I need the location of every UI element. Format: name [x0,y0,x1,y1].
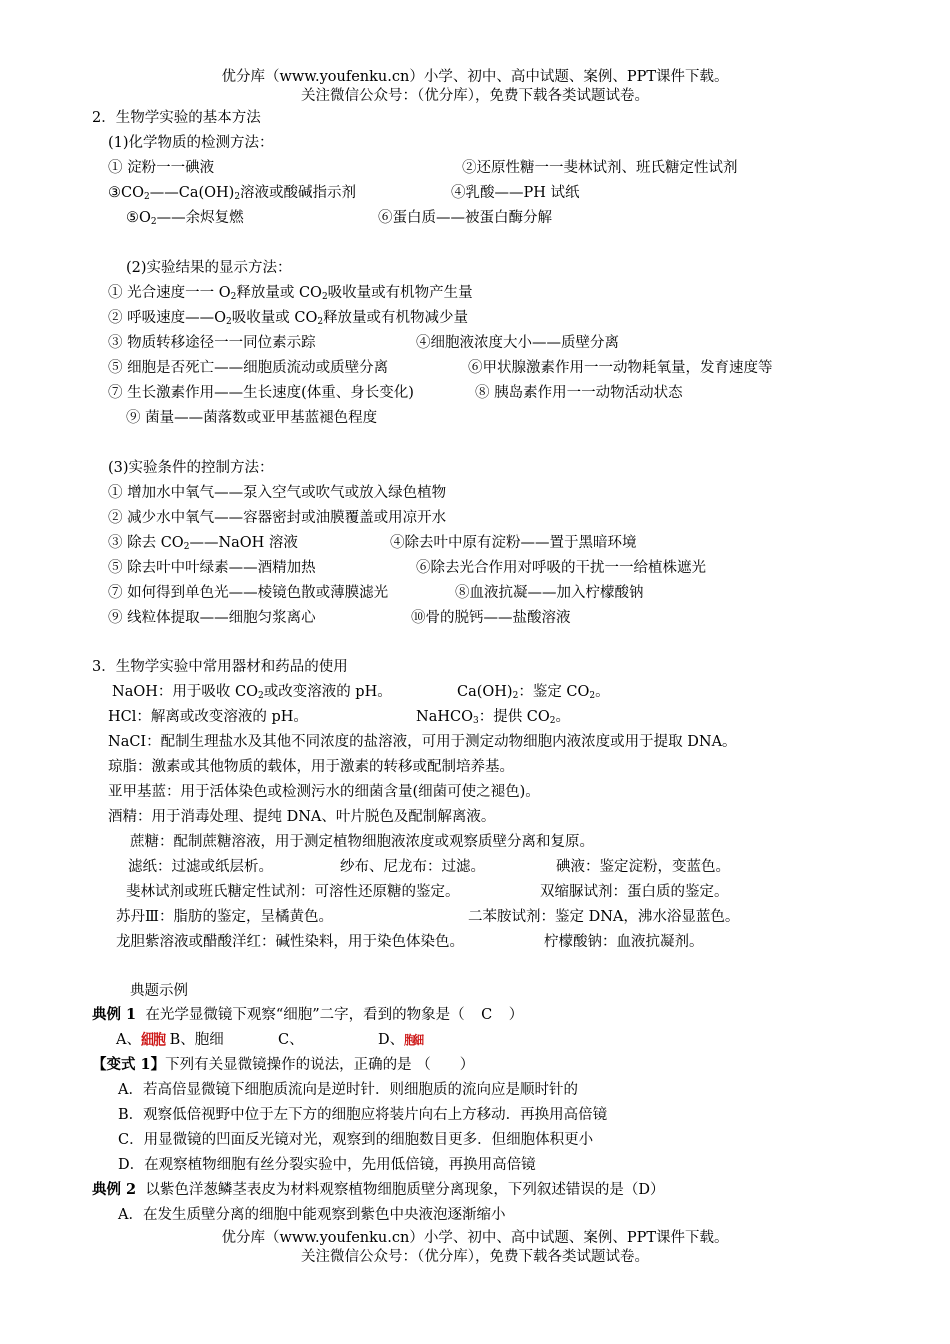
reagent-agar: 琼脂：激素或其他物质的载体，用于激素的转移或配制培养基。 [108,759,514,775]
p2-item-6: ⑥甲状腺激素作用一一动物耗氧量，发育速度等 [468,360,773,376]
p2-item-2: ② 呼吸速度$——O_2$吸收量或 $CO_2$释放量或有机物减少量 [108,310,469,327]
p3-item-6: ⑥除去光合作用对呼吸的干扰一一给植株遮光 [416,560,706,576]
reagent-nahco3: NaHCO$_3$：提供 $CO_2$。 [416,709,571,726]
p2-item-9: ⑨ 菌量——菌落数或亚甲基蓝褪色程度 [126,410,378,426]
reagent-diphenylamine: 二苯胺试剂：鉴定 DNA，沸水浴显蓝色。 [468,909,740,925]
reagent-gentian-violet: 龙胆紫溶液或醋酸洋红：碱性染料，用于染色体染色。 [116,934,464,950]
p2-item-4: ④细胞液浓度大小——质壁分离 [416,335,619,351]
reagent-caoh2: $Ca(OH)_2$：鉴定 $CO_2$。 [457,684,610,701]
section-3-title: 3．生物学实验中常用器材和药品的使用 [92,659,348,675]
p1-item-2: ②还原性糖一一斐林试剂、班氏糖定性试剂 [462,160,738,176]
p1-item-3: $③CO_2——Ca(OH)_2$溶液或酸碱指示剂 [108,185,357,202]
variant-1-option-b: B．观察低倍视野中位于左下方的细胞应将装片向右上方移动．再换用高倍镜 [118,1107,608,1123]
p3-item-4: ④除去叶中原有淀粉——置于黑暗环境 [390,535,637,551]
example-1-answer: C [481,1007,493,1023]
reagent-hcl: HCl：解离或改变溶液的 pH。 [108,709,308,725]
p1-item-4: ④乳酸——PH 试纸 [451,185,580,201]
reagent-gauze: 纱布、尼龙布：过滤。 [340,859,485,875]
p3-item-2: ② 减少水中氧气——容器密封或油膜覆盖或用凉开水 [108,510,447,526]
reagent-methylene-blue: 亚甲基蓝：用于活体染色或检测污水的细菌含量(细菌可使之褪色)。 [108,784,540,800]
reagent-nacl: NaCI：配制生理盐水及其他不同浓度的盐溶液，可用于测定动物细胞内液浓度或用于提取 DNA。 [108,734,737,750]
p3-item-9: ⑨ 线粒体提取——细胞匀浆离心 [108,610,316,626]
footer-line-1: 优分库（www.youfenku.cn）小学、初中、高中试题、案例、PPT课件下载。 [221,1230,729,1246]
reagent-sudan: 苏丹Ⅲ：脂肪的鉴定，呈橘黄色。 [116,909,333,925]
p2-item-5: ⑤ 细胞是否死亡——细胞质流动或质壁分离 [108,360,389,376]
p3-item-1: ① 增加水中氧气——泵入空气或吹气或放入绿色植物 [108,485,447,501]
p3-item-3: ③ 除去 $CO_2——NaOH$ 溶液 [108,535,298,552]
p1-item-6: ⑥蛋白质——被蛋白酶分解 [378,210,552,226]
example-1-option-d: D、胞細 [378,1031,422,1050]
reagent-sodium-citrate: 柠檬酸钠：血液抗凝剂。 [544,934,704,950]
variant-1-option-d: D．在观察植物细胞有丝分裂实验中，先用低倍镜，再换用高倍镜 [118,1157,536,1173]
examples-heading: 典题示例 [130,983,188,999]
p3-item-8: ⑧血液抗凝——加入柠檬酸钠 [455,585,644,601]
section-2-title: 2．生物学实验的基本方法 [92,110,261,126]
p3-item-5: ⑤ 除去叶中叶绿素——酒精加热 [108,560,316,576]
p1-item-5: $⑤O_2——$余烬复燃 [126,210,244,227]
example-1-option-c: C、 [278,1032,304,1048]
header-line-2: 关注微信公众号：（优分库），免费下载各类试题试卷。 [301,88,649,104]
p2-item-1: ① 光合速度一一 $O_2$释放量或 $CO_2$吸收量或有机物产生量 [108,285,473,302]
p2-item-7: ⑦ 生长激素作用——生长速度(体重、身长变化) [108,385,414,401]
p1-heading: (1)化学物质的检测方法： [108,135,274,151]
example-1-options: A、細胞 B、胞细 [116,1031,224,1050]
reagent-filter-paper: 滤纸：过滤或纸层析。 [128,859,273,875]
p1-item-1: ① 淀粉一一碘液 [108,160,215,176]
reagent-naoh: NaOH：用于吸收 $CO_2$或改变溶液的 pH。 [112,684,392,701]
reagent-biuret: 双缩脲试剂：蛋白质的鉴定。 [540,884,729,900]
reagent-alcohol: 酒精：用于消毒处理、提纯 DNA、叶片脱色及配制解离液。 [108,809,496,825]
example-1: 典例 1 在光学显微镜下观察“细胞”二字，看到的物象是（ C ） [92,1006,524,1023]
reagent-fehling: 斐林试剂或班氏糖定性试剂：可溶性还原糖的鉴定。 [126,884,460,900]
variant-1-option-c: C．用显微镜的凹面反光镜对光，观察到的细胞数目更多．但细胞体积更小 [118,1132,594,1148]
mirrored-chars-a: 細胞 [140,1031,165,1050]
example-2-option-a: A．在发生质壁分离的细胞中能观察到紫色中央液泡逐渐缩小 [118,1207,506,1223]
reagent-iodine: 碘液：鉴定淀粉，变蓝色。 [556,859,730,875]
p2-item-8: ⑧ 胰岛素作用一一动物活动状态 [475,385,683,401]
header-line-1: 优分库（www.youfenku.cn）小学、初中、高中试题、案例、PPT课件下载。 [221,69,729,85]
variant-1: 【变式 1】下列有关显微镜操作的说法，正确的是 （ ） [92,1056,475,1073]
p2-item-3: ③ 物质转移途径一一同位素示踪 [108,335,316,351]
reagent-sucrose: 蔗糖：配制蔗糖溶液，用于测定植物细胞液浓度或观察质壁分离和复原。 [130,834,594,850]
variant-1-option-a: A．若高倍显微镜下细胞质流向是逆时针．则细胞质的流向应是顺时针的 [118,1082,578,1098]
example-2: 典例 2 以紫色洋葱鳞茎表皮为材料观察植物细胞质壁分离现象，下列叙述错误的是（D） [92,1181,665,1198]
p3-item-10: ⑩骨的脱钙——盐酸溶液 [411,610,571,626]
p3-heading: (3)实验条件的控制方法： [108,460,274,476]
mirrored-chars-d: 胞細 [404,1032,423,1048]
footer-line-2: 关注微信公众号：（优分库），免费下载各类试题试卷。 [301,1249,649,1265]
p2-heading: (2)实验结果的显示方法： [126,260,292,276]
p3-item-7: ⑦ 如何得到单色光——棱镜色散或薄膜滤光 [108,585,389,601]
